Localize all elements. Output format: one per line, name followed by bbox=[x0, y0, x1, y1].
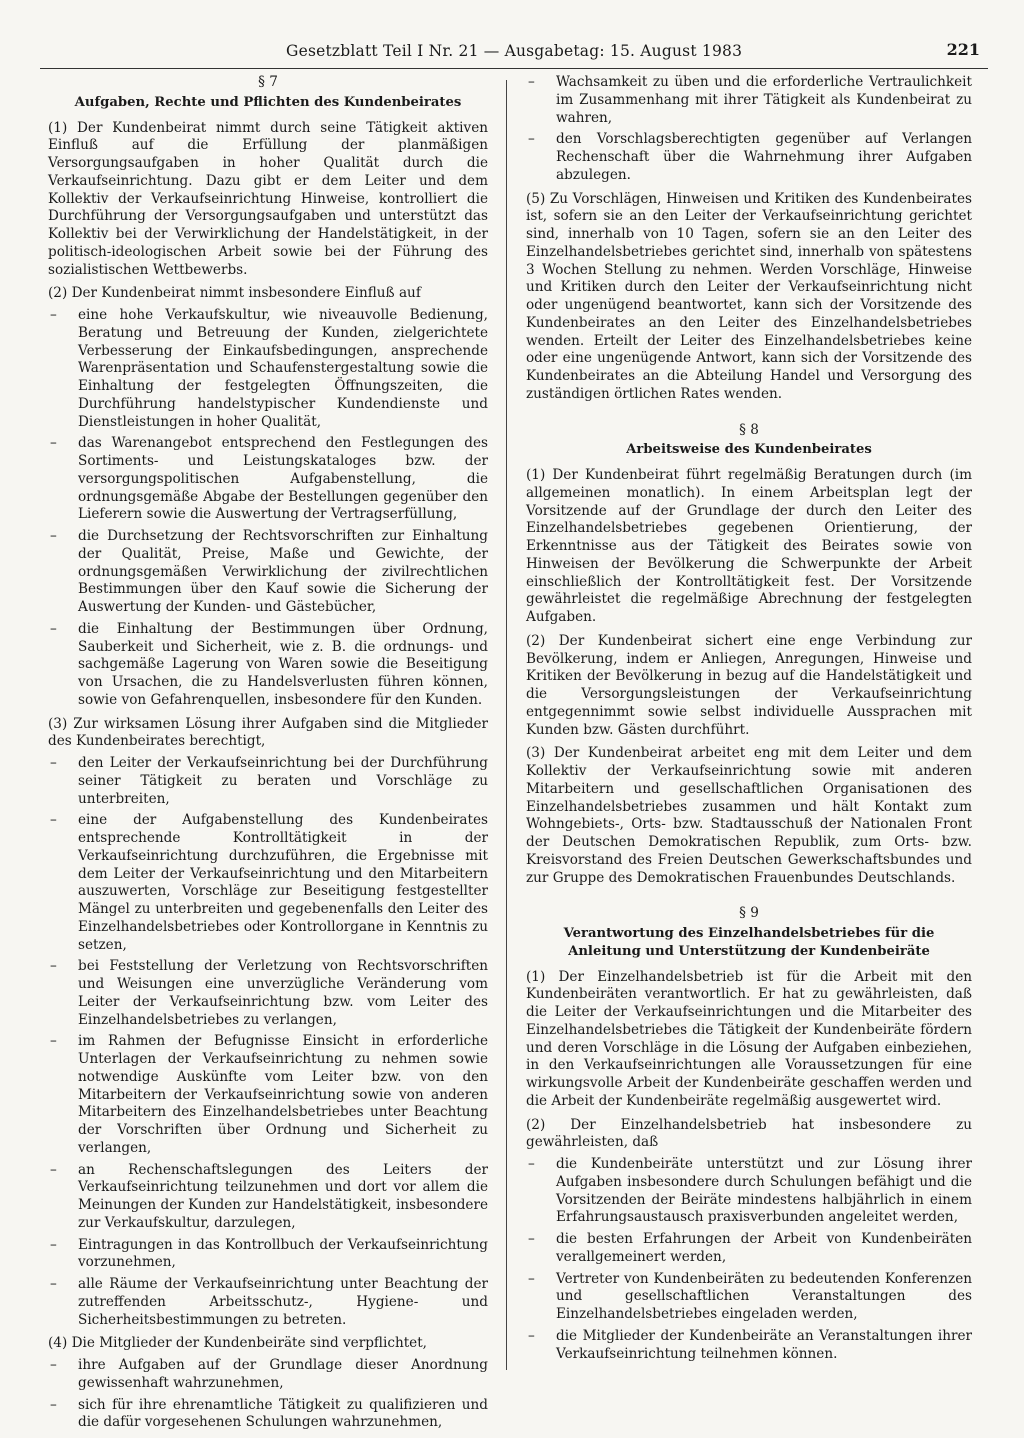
section-7-number: § 7 bbox=[258, 74, 278, 90]
section-8-title: Arbeitsweise des Kundenbeirates bbox=[626, 442, 872, 458]
list-item: – ihre Aufgaben auf der Grundlage dieser Anordnung gewissenhaft wahrzunehmen, bbox=[48, 1357, 488, 1393]
list-item: – eine der Aufgabenstellung des Kundenbeirates entsprechende Kontrolltätigkeit in der Verkaufseinrichtung durchzuführen, die Ergebnisse mit dem Leiter der Verkaufseinrichtung und den Mitarbeitern auszuwerten, Vorschläge zur Beseitigung festgestellter Mängel zu unterbreiten und gegebenenfalls den Leiter des Einzelhandelsbetriebes oder Kontrollorgane in Kenntnis zu setzen, bbox=[48, 812, 488, 954]
s7-paragraph-2: (2) Der Kundenbeirat nimmt insbesondere Einfluß auf bbox=[48, 285, 421, 302]
list-item: – Wachsamkeit zu üben und die erforderliche Vertraulichkeit im Zusammenhang mit ihrer Tätigkeit als Kundenbeirat zu wahren, bbox=[526, 74, 972, 127]
s7-paragraph-5: (5) Zu Vorschlägen, Hinweisen und Kritiken des Kundenbeirates ist, sofern sie an den Leiter der Verkaufseinrichtung gerichtet sind, innerhalb von 10 Tagen, sofern sie an den Leiter des Einzelhandelsbetriebes gerichtet sind, innerhalb von spätestens 3 Wochen Stellung zu nehmen. Werden Vorschläge, Hinweise und Kritiken durch den Leiter der Verkaufseinrichtung nicht oder ungenügend beantwortet, kann sich der Vorsitzende des Kundenbeirates an den Leiter des Einzelhandelsbetriebes wenden. Erteilt der Leiter des Einzelhandelsbetriebes keine oder eine ungenügende Antwort, kann sich der Vorsitzende des Kundenbeirates an die Abteilung Handel und Versorgung des zuständigen örtlichen Rates wenden. bbox=[526, 190, 972, 402]
column-divider bbox=[506, 80, 507, 1370]
s7-paragraph-1: (1) Der Kundenbeirat nimmt durch seine Tätigkeit aktiven Einfluß auf die Erfüllung der planmäßigen Versorgungsaufgaben in hoher Qualität durch die Verkaufseinrichtung. Dazu gibt er dem Leiter und dem Kollektiv der Verkaufseinrichtung Hinweise, kontrolliert die Durchführung der Versorgungsaufgaben und unterstützt das Kollektiv bei der Verwirklichung der Handelstätigkeit, in der politisch-ideologischen Arbeit sowie bei der Führung des sozialistischen Wettbewerbs. bbox=[48, 119, 488, 278]
section-7-title: Aufgaben, Rechte und Pflichten des Kundenbeirates bbox=[74, 94, 462, 110]
running-title: Gesetzblatt Teil I Nr. 21 — Ausgabetag: 15. August 1983 bbox=[286, 42, 743, 60]
s8-paragraph-2: (2) Der Kundenbeirat sichert eine enge Verbindung zur Bevölkerung, indem er Anliegen, Anregungen, Hinweise und Kritiken der Bevölkerung in bezug auf die Handelstätigkeit und die Versorgungsleistungen der Verkaufseinrichtung entgegennimmt sowie selbst individuelle Aussprachen mit Kunden bzw. Gästen durchführt. bbox=[526, 632, 972, 738]
section-8-number: § 8 bbox=[739, 421, 759, 438]
list-item: – Eintragungen in das Kontrollbuch der Verkaufseinrichtung vorzunehmen, bbox=[48, 1237, 488, 1273]
right-column bbox=[526, 74, 972, 1369]
list-item: – die besten Erfahrungen der Arbeit von Kundenbeiräten verallgemeinert werden, bbox=[526, 1231, 972, 1267]
list-item: – eine hohe Verkaufskultur, wie niveauvolle Bedienung, Beratung und Betreuung der Kunden, zielgerichtete Verbesserung der Einkaufsbedingungen, ansprechende Warenpräsentation und Schaufenstergestaltung sowie die Einhaltung der festgelegten Öffnungszeiten, die Durchführung handelstypischer Kundendienste und Dienstleistungen in hoher Qualität, bbox=[48, 307, 488, 431]
s8-paragraph-1: (1) Der Kundenbeirat führt regelmäßig Beratungen durch (im allgemeinen monatlich). In einem Arbeitsplan legt der Vorsitzende auf der Grundlage der durch den Leiter des Einzelhandelsbetriebes gegebenen Orientierung, der Erkenntnisse aus der Tätigkeit des Beirates sowie von Hinweisen der Bevölkerung die Schwerpunkte der Arbeit einschließlich der Kontrolltätigkeit fest. Der Vorsitzende gewährleistet die regelmäßige Abrechnung der festgelegten Aufgaben. bbox=[526, 467, 972, 625]
section-9-number: § 9 bbox=[739, 905, 759, 922]
s8-paragraph-3: (3) Der Kundenbeirat arbeitet eng mit dem Leiter und dem Kollektiv der Verkaufseinrichtung sowie mit anderen Mitarbeitern und gesellschaftlichen Organisationen des Einzelhandelsbetriebes zusammen und hält Kontakt zum Wohngebiets-, Orts- bzw. Stadtausschuß der Nationalen Front der Deutschen Demokratischen Republik, zum Orts- bzw. Kreisvorstand des Freien Deutschen Gewerkschaftsbundes und zur Gruppe des Demokratischen Frauenbundes Deutschlands. bbox=[526, 745, 972, 886]
list-item: – die Einhaltung der Bestimmungen über Ordnung, Sauberkeit und Sicherheit, wie z. B. die ordnungs- und sachgemäße Lagerung von Waren sowie die Beseitigung von Ursachen, die zu Handelsverlusten führen können, sowie von Gefahrenquellen, insbesondere für den Kunden. bbox=[48, 621, 488, 710]
s9-paragraph-2: (2) Der Einzelhandelsbetrieb hat insbesondere zu gewährleisten, daß bbox=[526, 1116, 972, 1151]
list-item: – Vertreter von Kundenbeiräten zu bedeutenden Konferenzen und gesellschaftlichen Veranstaltungen des Einzelhandelsbetriebes eingeladen werden, bbox=[526, 1271, 972, 1324]
list-item: – den Vorschlagsberechtigten gegenüber auf Verlangen Rechenschaft über die Wahrnehmung ihrer Aufgaben abzulegen. bbox=[526, 131, 972, 184]
s7-paragraph-4-list bbox=[48, 1357, 488, 1432]
page-header bbox=[40, 38, 988, 69]
s7-paragraph-3: (3) Zur wirksamen Lösung ihrer Aufgaben sind die Mitglieder des Kundenbeirates berechtigt, bbox=[48, 715, 488, 750]
list-item: – an Rechenschaftslegungen des Leiters der Verkaufseinrichtung teilzunehmen und dort vor allem die Meinungen der Kunden zur Handelstätigkeit, insbesondere zur Verkaufskultur, darzulegen, bbox=[48, 1162, 488, 1233]
list-item: – das Warenangebot entsprechend den Festlegungen des Sortiments- und Leistungskataloges bzw. der versorgungspolitischen Aufgabenstellung, die ordnungsgemäße Abgabe der Bestellungen gegenüber den Lieferern sowie die Auswertung der Vertragserfüllung, bbox=[48, 435, 488, 524]
page-number: 221 bbox=[946, 40, 980, 59]
list-item: – bei Feststellung der Verletzung von Rechtsvorschriften und Weisungen eine unverzügliche Veränderung vom Leiter der Verkaufseinrichtung bzw. vom Leiter des Einzelhandelsbetriebes zu verlangen, bbox=[48, 958, 488, 1029]
s7-paragraph-4-list-continued bbox=[526, 74, 972, 185]
list-item: – die Mitglieder der Kundenbeiräte an Veranstaltungen ihrer Verkaufseinrichtung teilnehmen können. bbox=[526, 1328, 972, 1364]
s7-paragraph-4: (4) Die Mitglieder der Kundenbeiräte sind verpflichtet, bbox=[48, 1335, 427, 1352]
s7-paragraph-2-list bbox=[48, 307, 488, 710]
left-column bbox=[48, 74, 488, 1438]
section-9-title: Verantwortung des Einzelhandelsbetriebes für die Anleitung und Unterstützung der Kundenbeiräte bbox=[563, 926, 935, 959]
list-item: – im Rahmen der Befugnisse Einsicht in erforderliche Unterlagen der Verkaufseinrichtung zu nehmen sowie notwendige Auskünfte vom Leiter bzw. von den Mitarbeitern der Verkaufseinrichtung sowie von anderen Mitarbeitern des Einzelhandelsbetriebes unter Beachtung der Vorschriften über Ordnung und Sicherheit zu verlangen, bbox=[48, 1033, 488, 1157]
list-item: – die Kundenbeiräte unterstützt und zur Lösung ihrer Aufgaben insbesondere durch Schulungen befähigt und die Vorsitzenden der Beiräte mindestens halbjährlich in einem Erfahrungsaustausch praxisverbunden angeleitet werden, bbox=[526, 1156, 972, 1227]
list-item: – sich für ihre ehrenamtliche Tätigkeit zu qualifizieren und die dafür vorgesehenen Schulungen wahrzunehmen, bbox=[48, 1397, 488, 1433]
s9-paragraph-2-list bbox=[526, 1156, 972, 1363]
list-item: – die Durchsetzung der Rechtsvorschriften zur Einhaltung der Qualität, Preise, Maße und Gewichte, der ordnungsgemäßen Verwirklichung der zivilrechtlichen Bestimmungen über den Kauf sowie die Sicherung der Auswertung der Kunden- und Gästebücher, bbox=[48, 528, 488, 617]
s7-paragraph-3-list bbox=[48, 755, 488, 1329]
list-item: – den Leiter der Verkaufseinrichtung bei der Durchführung seiner Tätigkeit zu beraten und Vorschläge zu unterbreiten, bbox=[48, 755, 488, 808]
s9-paragraph-1: (1) Der Einzelhandelsbetrieb ist für die Arbeit mit den Kundenbeiräten verantwortlich. Er hat zu gewährleisten, daß die Leiter der Verkaufseinrichtungen und die Mitarbeiter des Einzelhandelsbetriebes die Tätigkeit der Kundenbeiräte fördern und deren Vorschläge in die Lösung der Aufgaben einbeziehen, in den Verkaufseinrichtungen alle Voraussetzungen für eine wirkungsvolle Arbeit der Kundenbeiräte geschaffen werden und die Arbeit der Kundenbeiräte regelmäßig ausgewertet wird. bbox=[526, 968, 972, 1109]
list-item: – alle Räume der Verkaufseinrichtung unter Beachtung der zutreffenden Arbeitsschutz-, Hygiene- und Sicherheitsbestimmungen zu betreten. bbox=[48, 1276, 488, 1329]
